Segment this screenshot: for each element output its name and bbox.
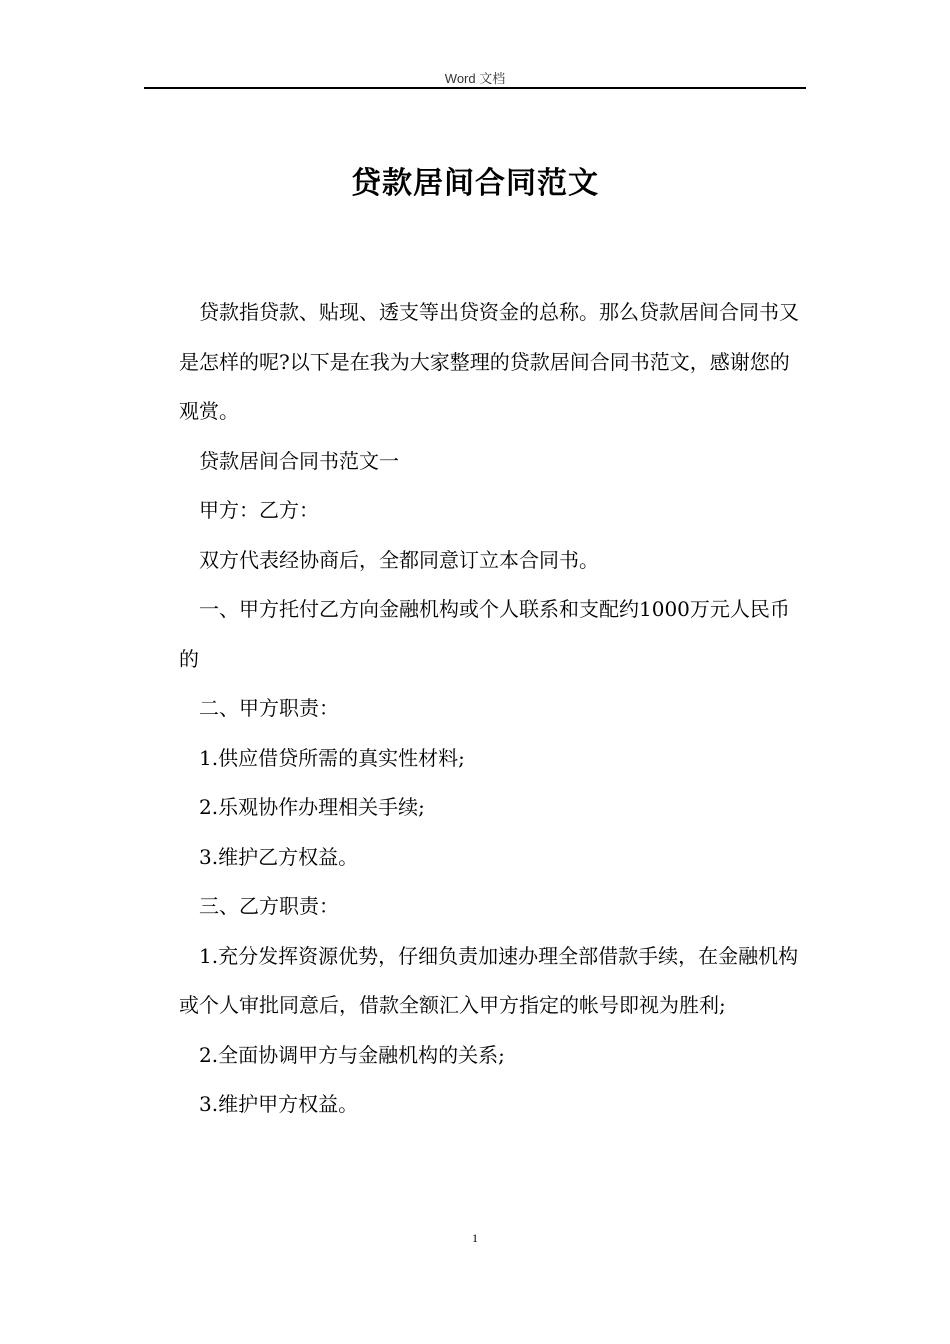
document-title: 贷款居间合同范文 xyxy=(351,166,599,201)
paragraph-clause-1: 一、甲方托付乙方向金融机构或个人联系和支配约1000万元人民币的 xyxy=(179,597,790,671)
paragraph-clause-2-item-2: 2.乐观协作办理相关手续; xyxy=(199,795,425,819)
paragraph-clause-3-item-2: 2.全面协调甲方与金融机构的关系; xyxy=(199,1042,505,1067)
document-body xyxy=(179,288,809,1130)
paragraph-clause-3-item-1: 1.充分发挥资源优势，仔细负责加速办理全部借款手续，在金融机构或个人审批同意后，借款全额汇入甲方指定的帐号即视为胜利; xyxy=(179,943,799,1017)
paragraph-clause-2-heading: 二、甲方职责： xyxy=(199,696,339,720)
paragraph-agreement: 双方代表经协商后，全都同意订立本合同书。 xyxy=(199,547,599,572)
paragraph-section-heading: 贷款居间合同书范文一 xyxy=(199,448,399,473)
paragraph-clause-2-item-1: 1.供应借贷所需的真实性材料; xyxy=(199,745,465,770)
page-number: 1 xyxy=(472,1231,478,1245)
paragraph-clause-3-item-3: 3.维护甲方权益。 xyxy=(199,1092,359,1116)
paragraph-clause-2-item-3: 3.维护乙方权益。 xyxy=(199,844,359,869)
header-divider xyxy=(144,87,806,89)
paragraph-intro: 贷款指贷款、贴现、透支等出贷资金的总称。那么贷款居间合同书又是怎样的呢?以下是在我为大家整理的贷款居间合同书范文，感谢您的观赏。 xyxy=(179,300,799,423)
paragraph-clause-3-heading: 三、乙方职责： xyxy=(199,894,339,918)
header-text: Word 文档 xyxy=(444,71,506,86)
paragraph-parties: 甲方：乙方： xyxy=(199,498,319,522)
